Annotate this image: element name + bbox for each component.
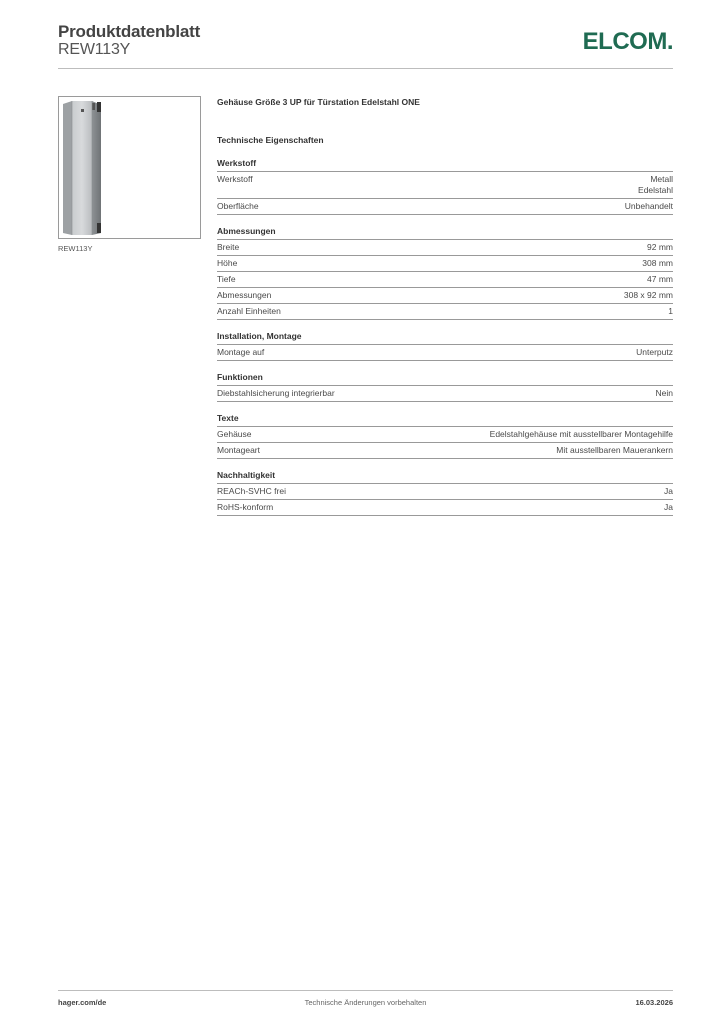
- page-header: [58, 20, 673, 70]
- section-title: Installation, Montage: [217, 331, 302, 341]
- spec-row: [217, 345, 673, 361]
- section-title: Funktionen: [217, 372, 263, 382]
- spec-label: Werkstoff: [217, 174, 253, 184]
- spec-row: [217, 500, 673, 516]
- spec-label: RoHS-konform: [217, 502, 274, 512]
- footer-website: hager.com/de: [58, 998, 107, 1007]
- spec-value-line: Metall: [650, 174, 673, 184]
- spec-value: 308 x 92 mm: [623, 290, 673, 300]
- footer-divider: [58, 990, 673, 991]
- spec-row: [217, 172, 673, 199]
- spec-label: Anzahl Einheiten: [217, 306, 281, 316]
- spec-label: Gehäuse: [217, 429, 252, 439]
- spec-value: Ja: [664, 486, 673, 496]
- spec-label: REACh-SVHC frei: [217, 486, 286, 496]
- spec-row: [217, 288, 673, 304]
- section-texte: [217, 412, 673, 459]
- spec-value: Unbehandelt: [624, 201, 673, 211]
- spec-row: [217, 484, 673, 500]
- spec-value: [253, 174, 673, 196]
- section-title: Texte: [217, 413, 239, 423]
- product-code: REW113Y: [58, 41, 131, 58]
- spec-row: [217, 240, 673, 256]
- elcom-logo: ELCOM.: [582, 28, 673, 55]
- product-details: [217, 96, 673, 516]
- spec-label: Höhe: [217, 258, 238, 268]
- spec-row: [217, 199, 673, 215]
- spec-value: Edelstahlgehäuse mit ausstellbarer Montagehilfe: [489, 429, 673, 439]
- spec-value: 47 mm: [647, 274, 673, 284]
- footer-date: 16.03.2026: [635, 998, 673, 1007]
- product-image: [59, 97, 200, 238]
- spec-label: Oberfläche: [217, 201, 259, 211]
- spec-label: Montage auf: [217, 347, 265, 357]
- spec-row: [217, 256, 673, 272]
- spec-value-line: Edelstahl: [638, 185, 673, 195]
- spec-label: Tiefe: [217, 274, 236, 284]
- spec-value: 92 mm: [647, 242, 673, 252]
- spec-row: [217, 386, 673, 402]
- spec-label: Diebstahlsicherung integrierbar: [217, 388, 335, 398]
- spec-row: [217, 443, 673, 459]
- section-werkstoff: [217, 157, 673, 215]
- spec-value: 308 mm: [642, 258, 673, 268]
- spec-value: Mit ausstellbaren Mauerankern: [556, 445, 673, 455]
- section-title: Werkstoff: [217, 158, 257, 168]
- header-divider: [58, 68, 673, 69]
- spec-row: [217, 272, 673, 288]
- spec-value: Ja: [664, 502, 673, 512]
- section-title: Abmessungen: [217, 226, 276, 236]
- spec-label: Montageart: [217, 445, 260, 455]
- technical-properties-heading: Technische Eigenschaften: [217, 135, 324, 145]
- page-footer: [58, 998, 673, 1010]
- spec-value: Nein: [655, 388, 673, 398]
- section-installation: [217, 330, 673, 361]
- spec-value: 1: [668, 306, 673, 316]
- spec-row: [217, 427, 673, 443]
- section-funktionen: [217, 371, 673, 402]
- spec-label: Breite: [217, 242, 240, 252]
- spec-label: Abmessungen: [217, 290, 272, 300]
- document-title: Produktdatenblatt: [58, 22, 201, 41]
- product-name: Gehäuse Größe 3 UP für Türstation Edelstahl ONE: [217, 97, 420, 107]
- spec-row: [217, 304, 673, 320]
- footer-note: Technische Änderungen vorbehalten: [304, 998, 427, 1007]
- product-image-caption: REW113Y: [58, 244, 93, 253]
- product-image-frame: [58, 96, 201, 239]
- spec-value: Unterputz: [636, 347, 673, 357]
- section-nachhaltigkeit: [217, 469, 673, 516]
- section-abmessungen: [217, 225, 673, 320]
- section-title: Nachhaltigkeit: [217, 470, 276, 480]
